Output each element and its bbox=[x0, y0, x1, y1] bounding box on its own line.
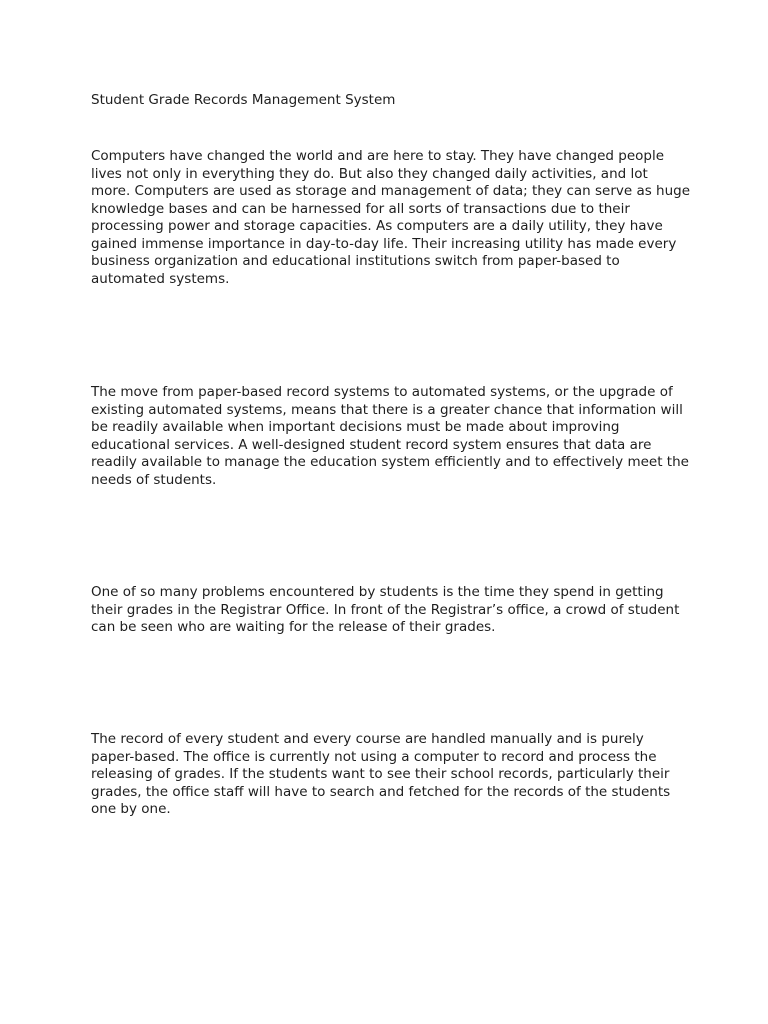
paragraph-4: The record of every student and every course are handled manually and is purely paper-based. The office is currently not using a computer to record and process the releasing of grades. If the students want to see their school records, particularly their grades, the office staff will have to search and fetched for the records of the students one by one. bbox=[91, 731, 671, 817]
paragraph-3: One of so many problems encountered by students is the time they spend in getting their grades in the Registrar Office. In front of the Registrar’s office, a crowd of student can be seen who are waiting for the release of their grades. bbox=[91, 584, 680, 635]
document-title: Student Grade Records Management System bbox=[91, 92, 396, 108]
paragraph-2: The move from paper-based record systems to automated systems, or the upgrade of existing automated systems, means that there is a greater chance that information will be readily available when important decisions must be made about improving educational services. A well-designed student record system ensures that data are readily available to manage the education system efficiently and to effectively meet the needs of students. bbox=[91, 384, 689, 488]
paragraph-1: Computers have changed the world and are here to stay. They have changed people lives not only in everything they do. But also they changed daily activities, and lot more. Computers are used as storage and management of data; they can serve as huge knowledge bases and can be harnessed for all sorts of transactions due to their processing power and storage capacities. As computers are a daily utility, they have gained immense importance in day-to-day life. Their increasing utility has made every business organization and educational institutions switch from paper-based to automated systems. bbox=[91, 148, 691, 287]
